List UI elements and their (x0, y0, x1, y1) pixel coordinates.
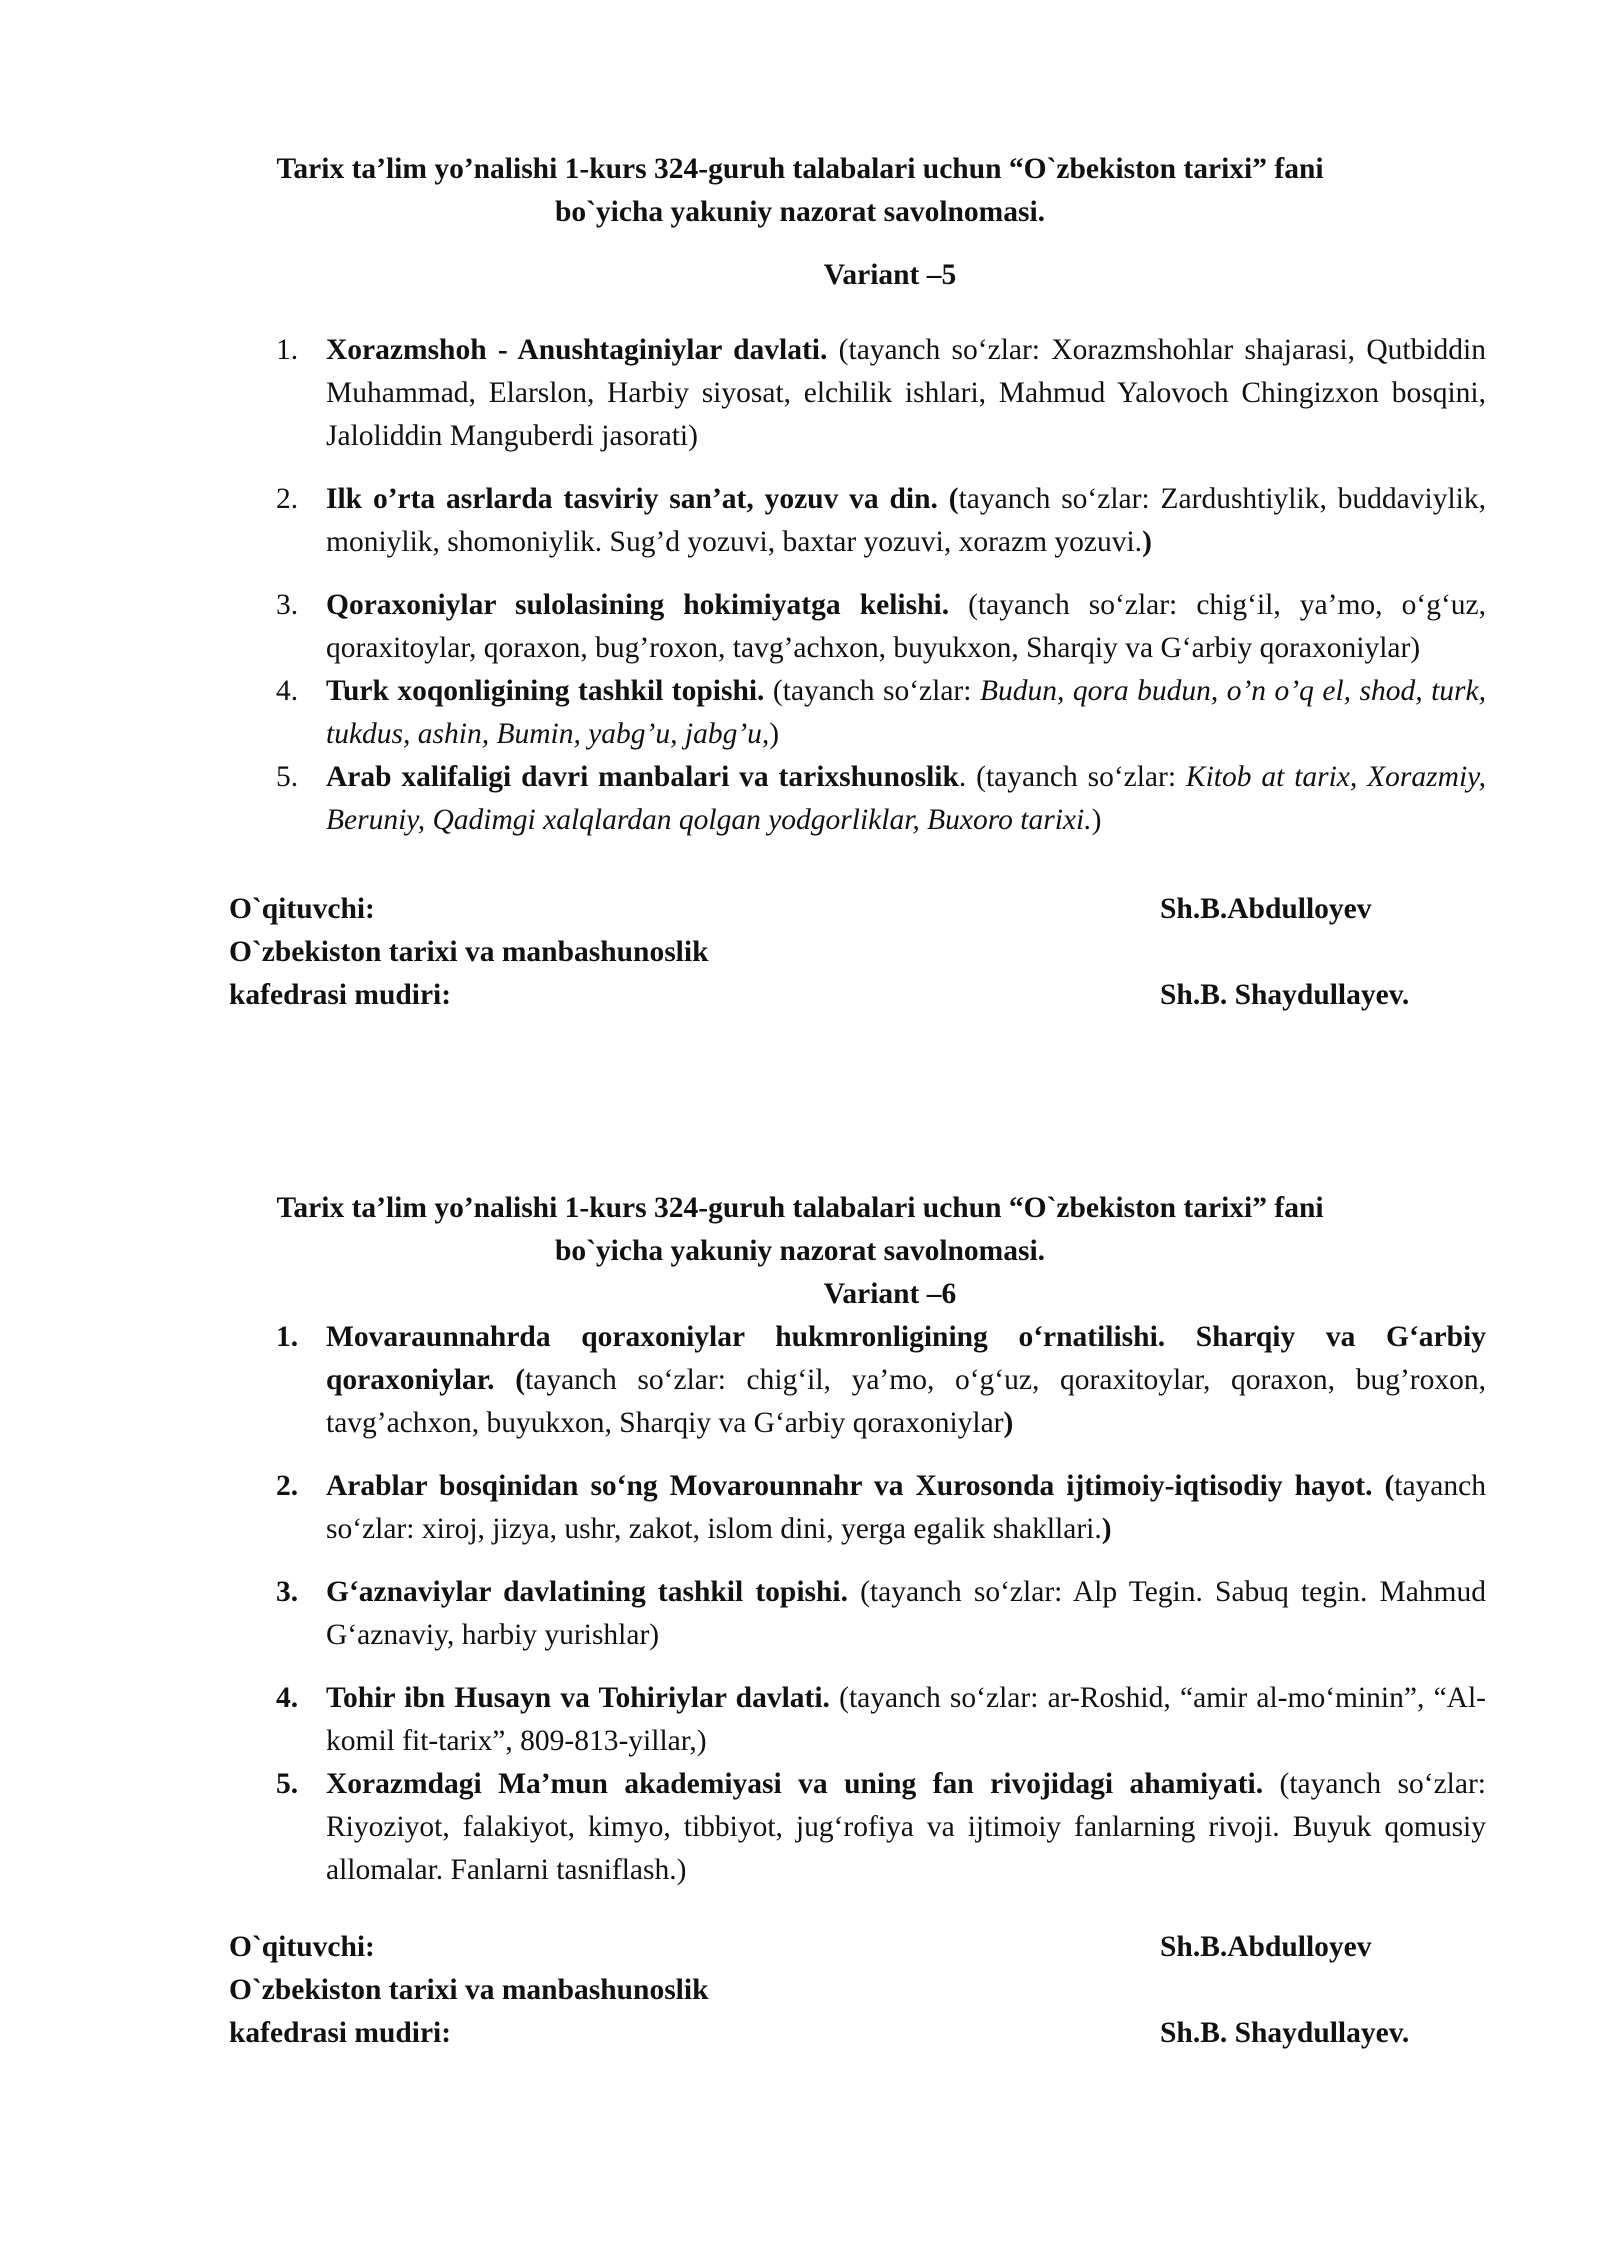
keywords-italic: Budun, qora budun, o’n o’q el, shod, turk, tukdus, ashin, Bumin, yabg’u, jabg’u, (326, 675, 1487, 750)
keywords-open-paren: ( (494, 1364, 526, 1396)
teacher-label: O`qituvchi: (229, 1931, 375, 1963)
question-title: Xorazmdagi Ma’mun akademiyasi va uning fan rivojidagi ahamiyati. (326, 1768, 1264, 1800)
question-item (276, 329, 1487, 458)
head-label: kafedrasi mudiri: (229, 2017, 452, 2049)
keywords-prefix: . (tayanch so‘zlar: (958, 761, 1186, 793)
head-name: Sh.B. Shaydullayev. (1160, 2017, 1410, 2049)
question-keywords: tayanch so‘zlar: xiroj, jizya, ushr, zakot, islom dini, yerga egalik shakllari. (326, 1470, 1486, 1545)
variant-label: Variant –6 (823, 1278, 957, 1310)
keywords-suffix: ) (1091, 804, 1102, 836)
question-number: 5. (276, 1768, 299, 1800)
question-number: 3. (276, 589, 299, 621)
question-number: 5. (276, 761, 299, 793)
title-line-1: Tarix ta’lim yo’nalishi 1-kurs 324-guruh talabalari uchun “O`zbekiston tarixi” fani (276, 153, 1324, 185)
question-title: G‘aznaviylar davlatining tashkil topishi. (326, 1576, 848, 1608)
keywords-close-paren: ) (1101, 1513, 1112, 1545)
signature-labels (229, 888, 708, 1017)
question-title: Arablar bosqinidan so‘ng Movarounnahr va Xurosonda ijtimoiy-iqtisodiy hayot. (326, 1470, 1373, 1502)
question-title: Tohir ibn Husayn va Tohiriylar davlati. (326, 1682, 830, 1714)
keywords-italic: Kitob at tarix, Xorazmiy, Beruniy, Qadimgi xalqlardan qolgan yodgorliklar, Buxoro tarixi. (326, 761, 1486, 836)
question-number: 3. (276, 1576, 299, 1608)
teacher-name: Sh.B.Abdulloyev (1160, 1931, 1372, 1963)
question-keywords: (tayanch so‘zlar: Xorazmshohlar shajarasi, Qutbiddin Muhammad, Elarslon, Harbiy siyosat, elchilik ishlari, Mahmud Yalovoch Chingizxon bosqini, Jaloliddin Manguberdi jasorati) (326, 334, 1487, 452)
sheet-title (155, 148, 1445, 234)
question-title: Movaraunnahrda qoraxoniylar hukmronligining o‘rnatilishi. Sharqiy va G‘arbiy qoraxoniylar. (326, 1321, 1486, 1396)
head-name: Sh.B. Shaydullayev. (1160, 979, 1410, 1011)
question-keywords: (tayanch so‘zlar: Alp Tegin. Sabuq tegin. Mahmud G‘aznaviy, harbiy yurishlar) (326, 1576, 1486, 1651)
keywords-prefix: (tayanch so‘zlar: (764, 675, 980, 707)
teacher-label: O`qituvchi: (229, 893, 375, 925)
question-keywords: tayanch so‘zlar: chig‘il, ya’mo, o‘g‘uz, qoraxitoylar, qoraxon, bug’roxon, tavg’achxon, buyukxon, Sharqiy va G‘arbiy qoraxoniylar (326, 1364, 1486, 1439)
question-keywords: (tayanch so‘zlar: Riyoziyot, falakiyot, kimyo, tibbiyot, jug‘rofiya va ijtimoiy fanlarning rivoji. Buyuk qomusiy allomalar. Fanlarni tasniflash.) (326, 1768, 1486, 1886)
signature-block (0, 1926, 1600, 2055)
question-keywords: (tayanch so‘zlar: chig‘il, ya’mo, o‘g‘uz, qoraxitoylar, qoraxon, bug’roxon, tavg’achxon, buyukxon, Sharqiy va G‘arbiy qoraxoniylar) (326, 589, 1486, 664)
keywords-close-paren: ) (1003, 1407, 1014, 1439)
question-item (276, 670, 1487, 756)
signature-labels (229, 1926, 708, 2055)
exam-sheet-variant-5 (0, 148, 1600, 1017)
department-label: O`zbekiston tarixi va manbashunoslik (229, 936, 709, 968)
question-item (276, 1571, 1486, 1657)
question-number: 1. (276, 1321, 299, 1353)
question-item (276, 756, 1486, 842)
variant-label: Variant –5 (823, 259, 957, 291)
question-item (276, 1316, 1486, 1445)
question-keywords: tayanch so‘zlar: Zardushtiylik, buddaviylik, moniylik, shomoniylik. Sug’d yozuvi, baxtar yozuvi, xorazm yozuvi. (326, 483, 1486, 558)
question-list (0, 1316, 1600, 1892)
title-line-2: bo`yicha yakuniy nazorat savolnomasi. (554, 196, 1046, 228)
question-title: Qoraxoniylar sulolasining hokimiyatga kelishi. (326, 589, 950, 621)
question-item (276, 1677, 1486, 1763)
question-number: 2. (276, 483, 299, 515)
question-item (276, 584, 1486, 670)
question-title: Arab xalifaligi davri manbalari va tarixshunoslik (326, 761, 959, 793)
keywords-close-paren: ) (1142, 526, 1152, 558)
head-label: kafedrasi mudiri: (229, 979, 452, 1011)
question-keywords: (tayanch so‘zlar: ar-Roshid, “amir al-mo‘minin”, “Al-komil fit-tarix”, 809-813-yillar,) (326, 1682, 1486, 1757)
question-number: 4. (276, 1682, 299, 1714)
question-title: Ilk o’rta asrlarda tasviriy san’at, yozuv va din. (326, 483, 938, 515)
sheet-title (155, 1187, 1445, 1273)
question-item (276, 1763, 1486, 1892)
keywords-open-paren: ( (1372, 1470, 1395, 1502)
question-number: 2. (276, 1470, 299, 1502)
department-label: O`zbekiston tarixi va manbashunoslik (229, 1974, 709, 2006)
question-number: 1. (276, 334, 299, 366)
title-line-2: bo`yicha yakuniy nazorat savolnomasi. (554, 1235, 1046, 1267)
teacher-name: Sh.B.Abdulloyev (1160, 893, 1372, 925)
keywords-open-paren: ( (937, 483, 959, 515)
question-item (276, 1465, 1486, 1551)
signature-block (0, 888, 1600, 1017)
question-title: Turk xoqonligining tashkil topishi. (326, 675, 765, 707)
keywords-suffix: ) (769, 718, 780, 750)
question-list (0, 329, 1600, 842)
title-line-1: Tarix ta’lim yo’nalishi 1-kurs 324-guruh talabalari uchun “O`zbekiston tarixi” fani (276, 1192, 1324, 1224)
question-number: 4. (276, 675, 299, 707)
question-title: Xorazmshoh - Anushtaginiylar davlati. (326, 334, 828, 366)
exam-sheet-variant-6 (0, 1187, 1600, 2055)
question-item (276, 478, 1486, 564)
